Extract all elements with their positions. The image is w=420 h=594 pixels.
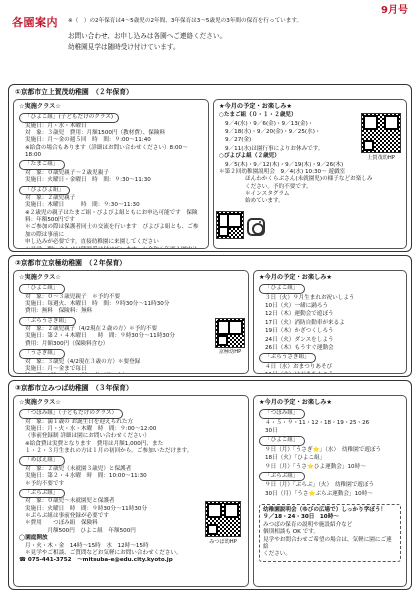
phone-number[interactable]: ☎ 075-441-3752 ～mitsuba-e@edu.city.kyoto.jp <box>19 557 173 564</box>
detail-line: 対 象：０歳児～未就園児と保護者 <box>25 498 115 505</box>
detail-line: 費用：月額300円（保険料含む） <box>25 340 109 347</box>
kamigamo-qr-icon[interactable] <box>361 113 401 153</box>
schedule-hiyoko-dates <box>259 294 401 353</box>
date-line: 18日（火）「ひよこ組」 <box>265 455 326 462</box>
kyogoku-schedule <box>253 270 407 374</box>
ig-line: ください。予約不要です。 <box>245 183 312 190</box>
mitsuba-classes <box>13 395 249 587</box>
schedule-piyopiyo-heading: ○ぴよぴよ組（２歳児） <box>219 153 280 160</box>
detail-line: ※２歳児の親子はたまご組・ぴよぴよ組ともにお申込可能です 保険料：年額500円です <box>25 209 198 224</box>
briefing-line: ください。 <box>263 551 291 558</box>
qr-label: 上賀茂幼HP <box>367 155 395 161</box>
schedule-burausagi: 「ぶらうさぎ組」 <box>259 353 316 362</box>
detail-line: １・２・３月生まれの方は１月の初回から。ご参加いただけます。 <box>25 448 193 455</box>
class-hiyoko: 「ひよこ組」(子どもだけのクラス) <box>19 113 119 122</box>
date-line: 9／18(水)・9／20(金)・9／25(水)・ <box>225 128 321 135</box>
schedule-heading: ★今月の予定・お楽しみ★ <box>259 399 332 406</box>
detail-line: 対 象：３歳児 費用：月額1500円（教材費）、保険料 <box>25 129 166 136</box>
briefing-line: 幼稚園説明会（ゆびの広場で）しっかり学ぼう！ <box>263 507 387 514</box>
instagram-icon <box>247 218 265 236</box>
detail-line: 対 象：０歳児親子～２歳児親子 <box>25 169 109 176</box>
date-line: 30日 <box>265 427 278 434</box>
class-burausagi: 「ぶらうさぎ組」 <box>19 317 76 326</box>
kamigamo-classes <box>13 99 209 249</box>
detail-line: 実施日：月～金の週５回 時 間：９:00～11:40 <box>25 137 151 144</box>
page-title: 各園案内 <box>12 16 58 29</box>
notice-line-2: 幼稚園見学は随時受け付けています。 <box>68 43 180 52</box>
briefing-line: 見学やお問合わせご希望の場合は、気軽に園にご連絡 <box>263 536 392 550</box>
detail-line: 実施日：火曜日・金曜日 時 間：９:30～11:30 <box>25 177 151 184</box>
detail-line: 実施日：第２・４木曜日 時 間：９時30分～11時30分 <box>25 333 176 340</box>
detail-line: 実施日：火曜日 時 間：９時30分～11時30分 <box>25 505 148 512</box>
section-title: ③京都市立みつば幼稚園 （３年保育） <box>15 384 133 392</box>
date-line: 19日（木）かざつくしろう <box>265 328 334 335</box>
month-label: 9月号 <box>381 5 408 16</box>
briefing-box <box>259 504 401 562</box>
schedule-tamago-heading: ○たまご組（０・１・２歳児） <box>219 112 297 119</box>
detail-line <box>25 247 203 249</box>
class-hiyoko: 「ひよこ組」 <box>19 284 65 293</box>
detail-line: ＊ご参加の際は保護者同士の交流を行います ぴよぴよ組とも、ご参加の際は事前に <box>25 224 199 238</box>
date-line: ４日（水）おまつりあそび <box>265 363 333 370</box>
section-title: ②京都市立京極幼稚園 （２年保育） <box>15 259 127 267</box>
special-event: ＊第２回幼稚園説明会 9／4(水) 10:30～ 遊戯室 <box>219 168 346 175</box>
briefing-line: ９／18・24・30日 10時～ <box>263 514 339 521</box>
detail-line: 対 象：２歳児親子（4/2現在２歳の方）＊予約不要 <box>25 326 158 333</box>
detail-line: 費用：無料 保険料：無料 <box>25 308 93 315</box>
detail-line: 対 象：満１歳の お誕生日を迎えられた方 <box>25 418 134 425</box>
header-note: ※（ ）の2年保育は4～5歳児の2年間、3年保育は3～5歳児の3年間の保育を行っています。 <box>68 18 303 24</box>
class-tamago-details <box>19 170 203 185</box>
detail-line: 実施日：月～金まで毎日 <box>25 365 87 372</box>
schedule-tsubomi-dates <box>259 419 401 436</box>
detail-line: 対 象：３歳児（4/2現在３歳の方）＊要登録 <box>25 358 141 365</box>
briefing-line: 個別相談も OK です。 <box>263 529 319 536</box>
date-line: 9／4(水)・9／6(金)・9／13(金)・ <box>225 120 314 127</box>
kyogoku-classes <box>13 270 249 374</box>
date-line: ３日（火）９月生まれお祝いしよう <box>265 294 355 301</box>
detail-line: （事前登録制 詳細は園にお問い合わせください） <box>25 433 150 440</box>
schedule-burausagi-dates <box>259 363 401 374</box>
detail-line: 実施日：木曜日 時 間：９:30～11:30 <box>25 202 140 209</box>
date-line: ９日（月）「うさぎ⭐」（水） 幼稚園で遊ぼう <box>265 446 382 453</box>
schedule-hiyoko-dates <box>259 446 401 471</box>
mitsuba-schedule <box>253 395 407 587</box>
detail-line <box>25 373 243 374</box>
section-title: ①京都市立上賀茂幼稚園 （２年保育） <box>15 88 133 96</box>
detail-line: 申し込みが必要です。直接幼稚園に来園してください <box>25 239 159 246</box>
class-hiyoko-details <box>19 123 203 160</box>
class-tsubomi-details <box>19 419 243 456</box>
detail-line: 実施日：月・水・木曜日 <box>25 122 87 129</box>
garden-open-heading: ◯園庭開放 <box>19 535 48 542</box>
section-mitsuba <box>8 380 412 590</box>
instagram-qr-icon[interactable] <box>216 211 244 239</box>
date-line: 24日（火）ダンスをしよう <box>265 336 334 343</box>
classes-heading: ☆実施クラス☆ <box>19 103 61 110</box>
detail-line: 月額500円 ひよこ組 年額500円 <box>25 527 136 534</box>
detail-line: 対 象：２歳児親子 <box>25 194 76 201</box>
detail-line: 実施日：月・火・水・木曜 時 間：９:00～12:00 <box>25 425 157 432</box>
ig-line: 始めています。 <box>245 198 284 205</box>
kyogoku-qr-icon[interactable] <box>215 318 245 348</box>
class-piyopiyo: 「ぴよぴよ組」 <box>19 186 70 195</box>
date-line: 9／11(水)は園行事によりお休みです。 <box>225 145 324 152</box>
detail-line: ＊見学やご相談、ご質問などお気軽にお問い合わせください。 <box>25 549 182 556</box>
date-line: 9／27(金) <box>225 137 252 144</box>
detail-line: 月・火・木・金 14時～15時 水 12時～15時 <box>25 542 149 549</box>
class-mebae-details <box>19 466 243 488</box>
classes-heading: ☆実施クラス☆ <box>19 399 61 406</box>
section-kyogoku <box>8 255 412 377</box>
detail-line: ※給食費は実費となります 費用は月額1,000円、また <box>25 440 164 447</box>
class-hiyoko-details <box>19 294 243 316</box>
schedule-heading: ★今月の予定・お楽しみ★ <box>219 103 292 110</box>
class-burausagi-details <box>19 326 243 348</box>
detail-line: ※給食の場合もあります（詳細はお問い合わせください）8:00～18:00 <box>25 144 188 159</box>
detail-line: 対 象：２歳児（未就園３歳児）と保護者 <box>25 465 132 472</box>
date-line: 9／5(木)・9／12(木)・9／19(木)・9／26(木) <box>225 161 344 168</box>
date-line: 12日（木）運動会で遊ぼう <box>265 311 334 318</box>
ig-line: ほんわかくらぶさん(未就園児)の様子などお楽しみ <box>245 176 373 183</box>
detail-line: 実施日：毎週火、木曜日 時 間：９時30分～11時30分 <box>25 300 170 307</box>
qr-label: 京極幼HP <box>218 349 242 355</box>
mitsuba-qr-icon[interactable] <box>205 501 241 537</box>
notice-line-1: お問い合わせ、お申し込みは各園へご連絡ください。 <box>68 32 227 40</box>
ig-line: ＊インスタグラム <box>245 191 290 198</box>
schedule-hiyoko: 「ひよこ組」 <box>259 436 305 445</box>
header <box>8 4 412 84</box>
schedule-burabu: 「ぶらぶ組」 <box>259 472 305 481</box>
class-tamago: 「たまご組」 <box>19 160 65 169</box>
detail-line: ＊ぷらぶ組は事前登録が必要です <box>25 513 109 520</box>
class-burabu: 「ぶらぶ組」 <box>19 489 65 498</box>
detail-line: 実施日：第２・４水曜 時 間：10:00～11:30 <box>25 473 147 480</box>
header-notice <box>68 31 226 53</box>
schedule-burabu-dates <box>259 481 401 498</box>
date-line: ４・５・９・11・12・18・19・25・26 <box>265 419 370 426</box>
date-line: ９日（月）「ぶらぶ」（火） 幼稚園で遊ぼう <box>265 482 375 489</box>
date-line: 30日（月）「うさ⭐ぶらぶ運動会」10時～ <box>265 490 373 497</box>
detail-line: ＊予約不要です <box>25 480 65 487</box>
class-usagi-details <box>19 359 243 374</box>
schedule-hiyoko: 「ひよこ組」 <box>259 284 305 293</box>
class-usagi: 「うさぎ組」 <box>19 349 65 358</box>
instagram-info <box>219 176 401 206</box>
classes-heading: ☆実施クラス☆ <box>19 274 61 281</box>
class-tsubomi: 「つぼみ組」（子どもだけのクラス） <box>19 409 123 418</box>
date-line <box>265 371 401 374</box>
briefing-line: みつばの保育の説明や施設紹介など <box>263 521 353 528</box>
qr-label: みつば幼HP <box>209 539 237 545</box>
schedule-tsubomi: 「つぼみ組」 <box>259 409 305 418</box>
date-line: 17日（火）消防自動車が来るよ <box>265 319 345 326</box>
detail-line: ＊費用 つぼみ組 保険料 <box>25 520 98 527</box>
date-line: 26日（木）もうすぐ運動会 <box>265 344 334 351</box>
detail-line: 対 象：０～３歳児親子 ＊予約不要 <box>25 293 121 300</box>
class-mebae: 「めばえ組」 <box>19 456 65 465</box>
date-line: ９日（月）「うさ⭐ひよ運動会」10時～ <box>265 463 366 470</box>
schedule-heading: ★今月の予定・お楽しみ★ <box>259 274 332 281</box>
class-piyopiyo-details <box>19 195 203 249</box>
section-kamigamo <box>8 84 412 252</box>
date-line: 10日（火）一緒に踊ろう <box>265 302 329 309</box>
